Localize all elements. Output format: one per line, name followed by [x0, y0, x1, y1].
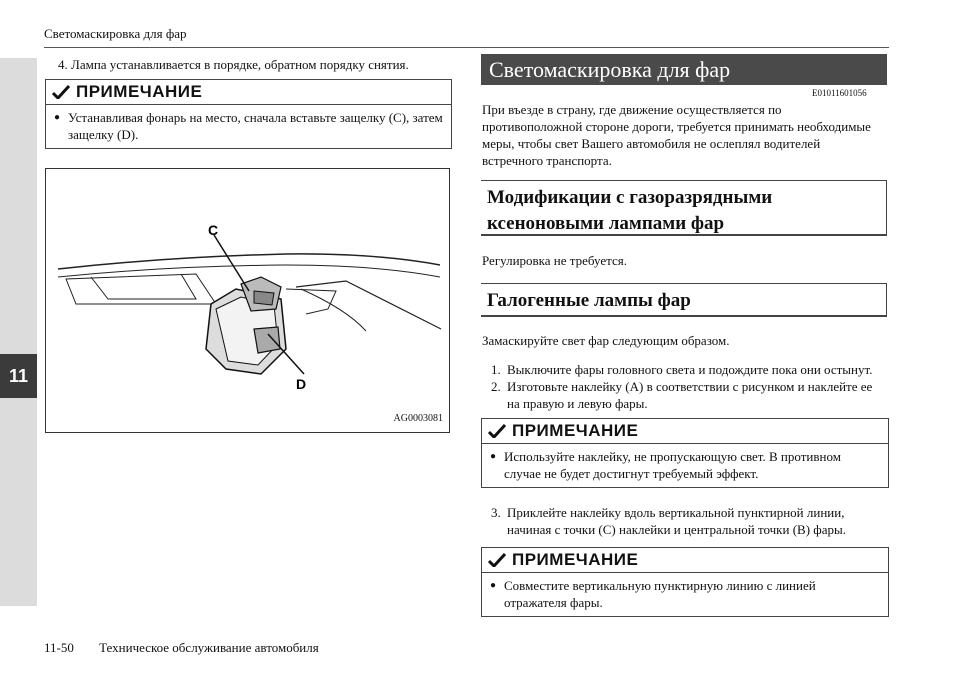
subheading-halogen: Галогенные лампы фар [481, 283, 887, 317]
callout-d: D [296, 376, 307, 392]
note-box-right-2 [481, 547, 889, 617]
subheading-xenon: Модификации с газоразрядными ксеноновыми лампами фар [481, 180, 887, 236]
note-heading: ПРИМЕЧАНИЕ [482, 419, 888, 444]
callout-c: C [208, 222, 219, 238]
list-item: 2. Изготовьте наклейку (A) в соответствии с рисунком и наклейте ее на правую и левую фары. [491, 379, 873, 411]
figure-code: AG0003081 [393, 413, 443, 424]
note-box-left [45, 79, 452, 149]
headlamp-figure [45, 168, 450, 433]
page-number: 11-50 [44, 640, 74, 655]
bullet-icon: ● [490, 580, 497, 591]
note-body: ● Устанавливая фонарь на место, сначала вставьте защелку (C), затем защелку (D). [54, 110, 443, 142]
note-heading: ПРИМЕЧАНИЕ [46, 80, 451, 105]
bullet-icon: ● [54, 112, 61, 123]
section-code: E01011601056 [812, 88, 867, 98]
footer-title: Техническое обслуживание автомобиля [99, 640, 319, 655]
note-body: ● Используйте наклейку, не пропускающую свет. В противном случае не будет достигнут требуемый эффект. [490, 449, 841, 481]
step-3: 3. Приклейте наклейку вдоль вертикальной пунктирной линии, начиная с точки (C) наклейки и центральной точки (B) фары. [491, 505, 846, 537]
xenon-text: Регулировка не требуется. [482, 253, 627, 268]
intro-paragraph: При въезде в страну, где движение осуществляется по противоположной стороне дороги, требуется принимать необходимые меры, чтобы свет Вашего автомобиля не ослеплял водителей встречного транспорта. [482, 102, 871, 168]
pencil-check-icon [488, 553, 506, 567]
section-banner: Светомаскировка для фар [481, 54, 887, 85]
chapter-strip [0, 58, 37, 606]
header-rule [44, 47, 889, 48]
bullet-icon: ● [490, 451, 497, 462]
note-heading: ПРИМЕЧАНИЕ [482, 548, 888, 573]
steps-list [491, 361, 887, 412]
note-body: ● Совместите вертикальную пунктирную линию с линией отражателя фары. [490, 578, 816, 610]
list-item: 1. Выключите фары головного света и подождите пока они остынут. [491, 362, 873, 377]
pencil-check-icon [52, 85, 70, 99]
halogen-text: Замаскируйте свет фар следующим образом. [482, 333, 730, 348]
step-4: 4. Лампа устанавливается в порядке, обратном порядку снятия. [58, 57, 409, 72]
page-footer [44, 640, 319, 656]
pencil-check-icon [488, 424, 506, 438]
note-box-right-1 [481, 418, 889, 488]
chapter-tab: 11 [0, 354, 37, 398]
headlamp-illustration [46, 169, 449, 432]
running-header: Светомаскировка для фар [44, 26, 187, 41]
